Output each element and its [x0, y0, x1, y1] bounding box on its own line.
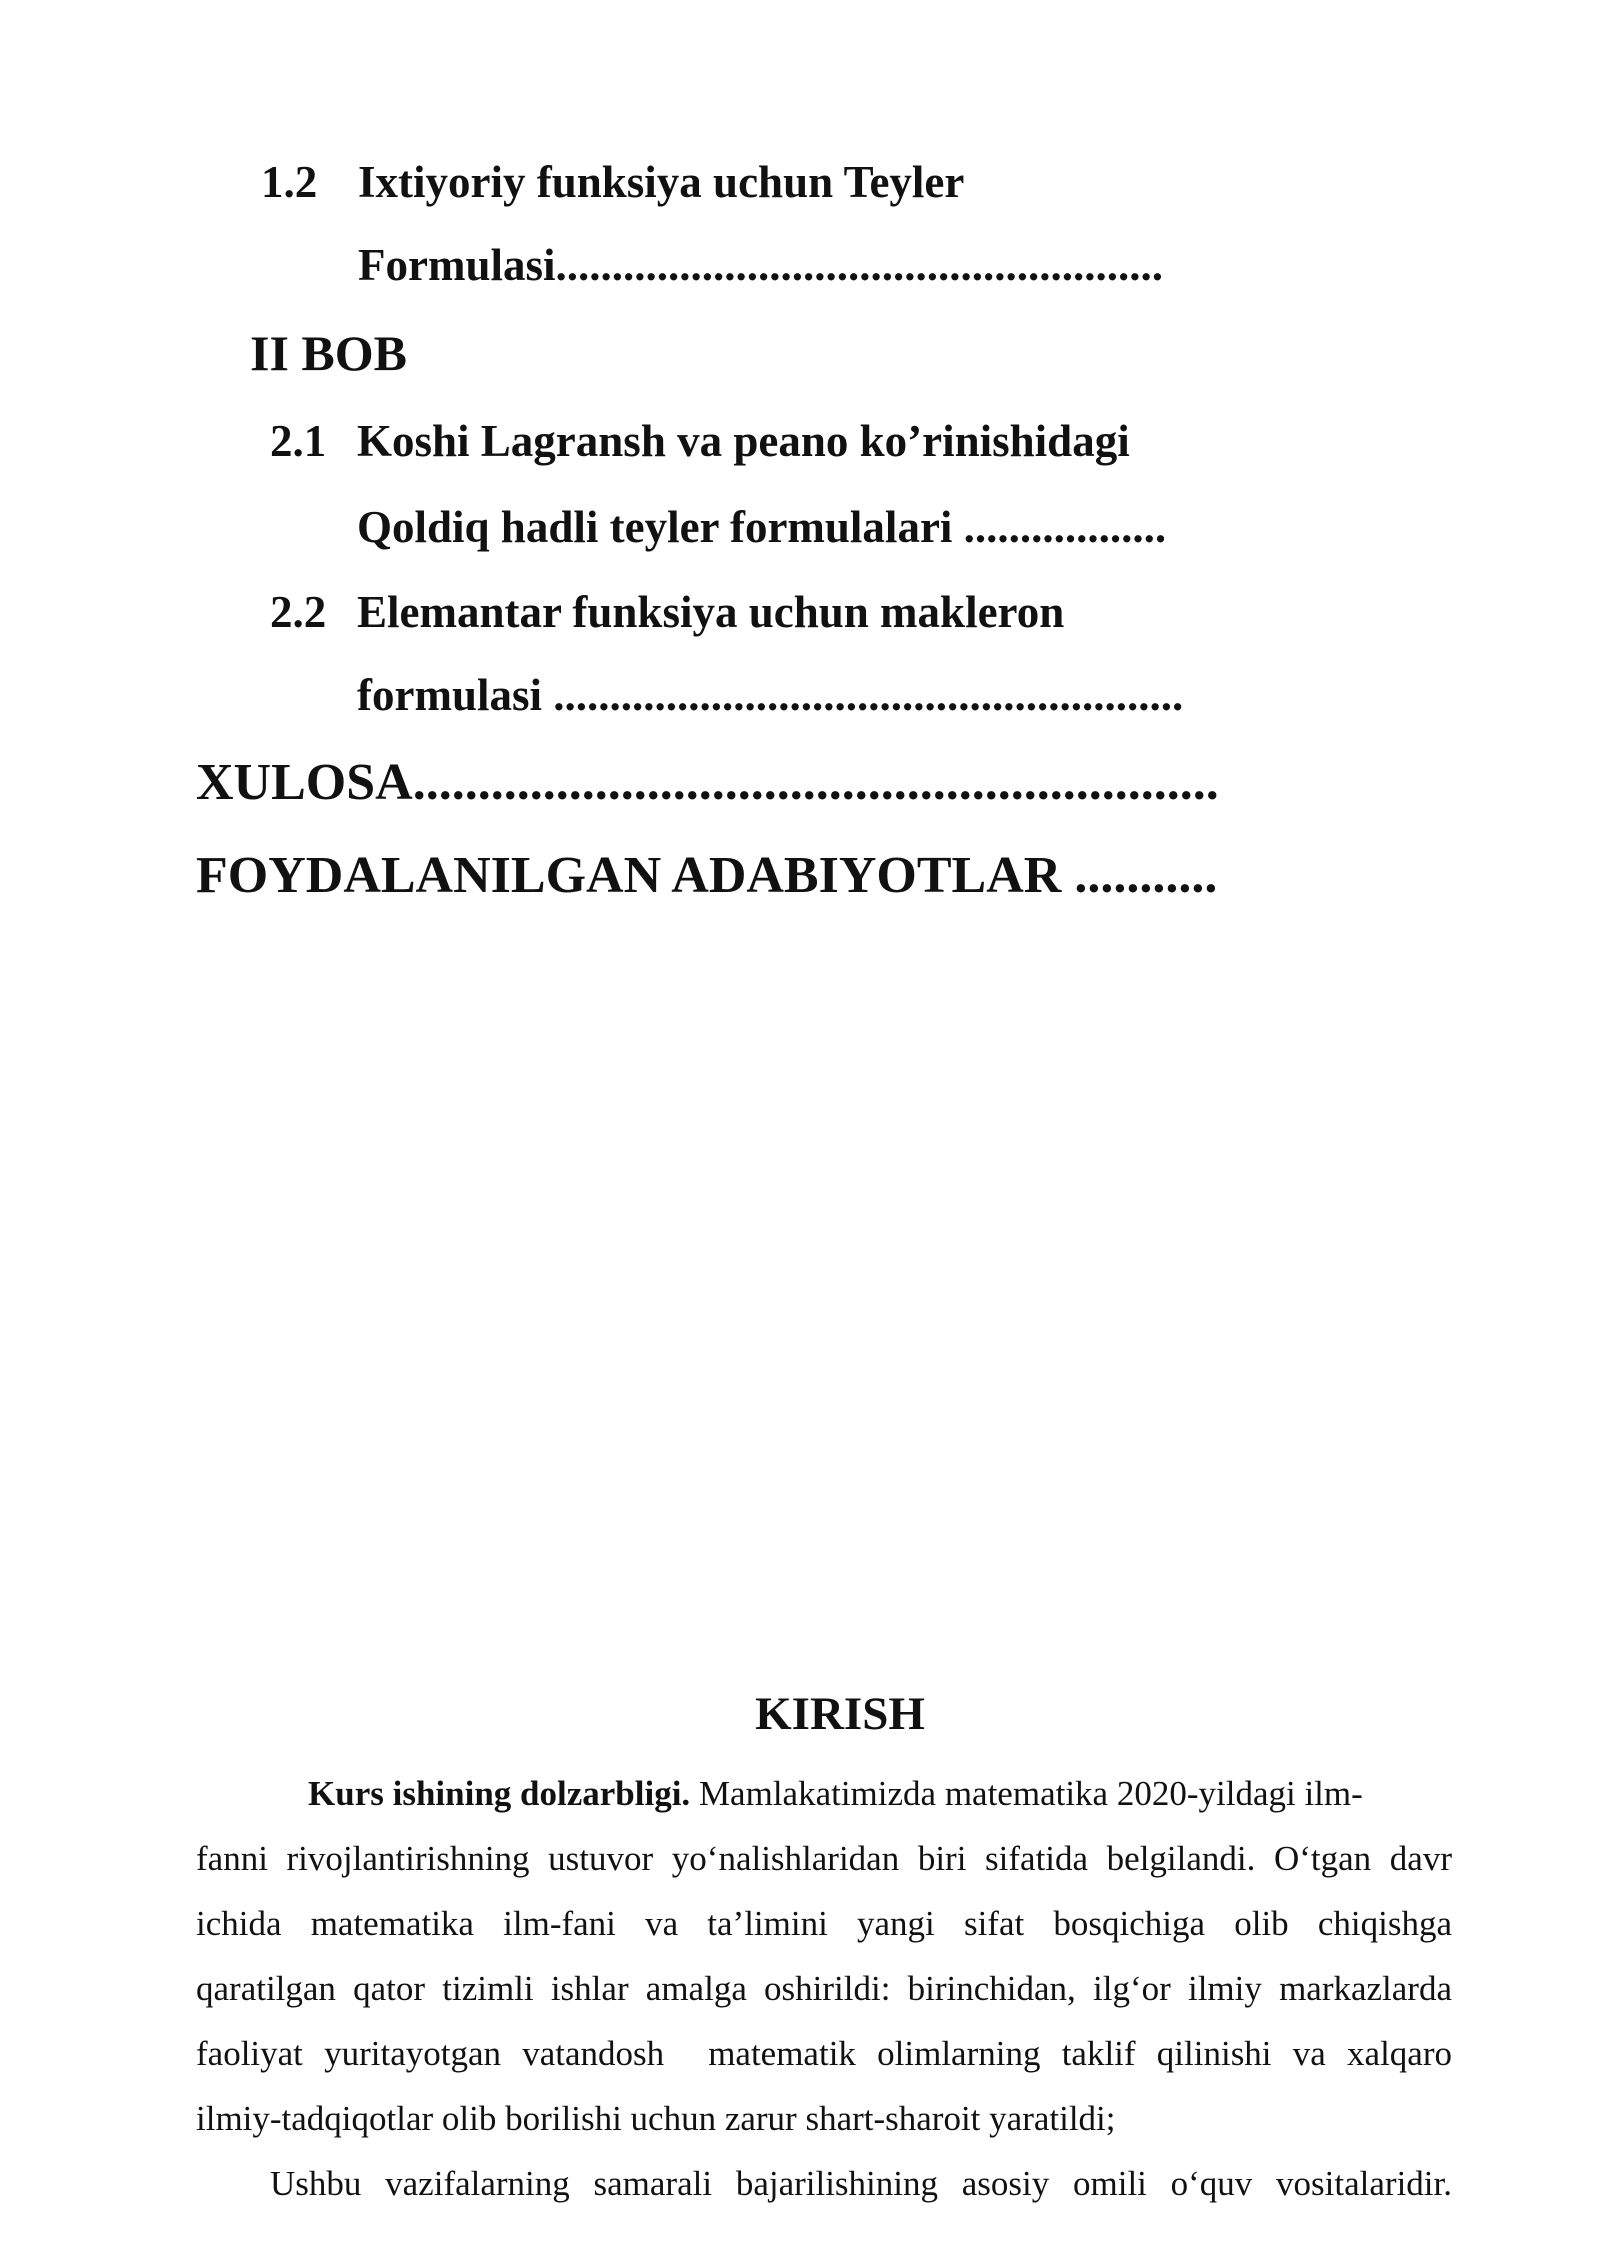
- toc-number: 2.1: [270, 416, 327, 466]
- toc-title: Koshi Lagransh va peano ko’rinishidagi: [357, 416, 1130, 466]
- toc-number: 1.2: [261, 157, 318, 207]
- paragraph-line: fanni rivojlantirishning ustuvor yo‘nalishlaridan biri sifatida belgilandi. O‘tgan davr: [196, 1839, 1452, 1878]
- chapter-heading-2[interactable]: II BOB: [250, 325, 408, 381]
- paragraph-line: qaratilgan qator tizimli ishlar amalga oshirildi: birinchidan, ilg‘or ilmiy markazlarda: [196, 1969, 1452, 2008]
- toc-entry-1-2[interactable]: [261, 157, 965, 207]
- toc-entry-2-1-continued[interactable]: [357, 502, 1167, 552]
- paragraph-line: ichida matematika ilm-fani va ta’limini yangi sifat bosqichiga olib chiqishga: [196, 1904, 1452, 1943]
- toc-title: Elemantar funksiya uchun makleron: [357, 587, 1065, 637]
- paragraph-lead: Kurs ishining dolzarbligi.: [308, 1774, 691, 1813]
- toc-title-continued: Qoldiq hadli teyler formulalari ..................: [357, 502, 1167, 552]
- paragraph-line: [196, 2021, 1452, 2086]
- toc-entry-2-2-continued[interactable]: [357, 670, 1184, 720]
- toc-entry-2-1[interactable]: [270, 416, 1130, 466]
- paragraph-text: Mamlakatimizda matematika 2020-yildagi ilm-: [690, 1774, 1363, 1813]
- toc-title-continued: Formulasi......................................................: [358, 240, 1163, 290]
- paragraph-text: matematik olimlarning taklif qilinishi va xalqaro: [708, 2034, 1452, 2073]
- toc-entry-2-2[interactable]: [270, 587, 1065, 637]
- paragraph-line: ilmiy-tadqiqotlar olib borilishi uchun zarur shart-sharoit yaratildi;: [196, 2099, 1116, 2138]
- paragraph-line: Ushbu vazifalarning samarali bajarilishining asosiy omili o‘quv vositalaridir.: [270, 2164, 1452, 2203]
- toc-entry-references[interactable]: FOYDALANILGAN ADABIYOTLAR ...........: [196, 847, 1218, 904]
- paragraph-line: [196, 1761, 1452, 1826]
- toc-title-continued: formulasi ........................................................: [357, 670, 1184, 720]
- toc-number: 2.2: [270, 587, 327, 637]
- toc-entry-1-2-continued[interactable]: [358, 240, 1163, 290]
- toc-title: Ixtiyoriy funksiya uchun Teyler: [358, 157, 965, 207]
- introduction-paragraph: [196, 1761, 1452, 2216]
- toc-entry-conclusion[interactable]: XULOSA..............................................................: [196, 754, 1219, 811]
- paragraph-text: faoliyat yuritayotgan vatandosh: [196, 2034, 665, 2073]
- section-heading-introduction: KIRISH: [755, 1688, 925, 1740]
